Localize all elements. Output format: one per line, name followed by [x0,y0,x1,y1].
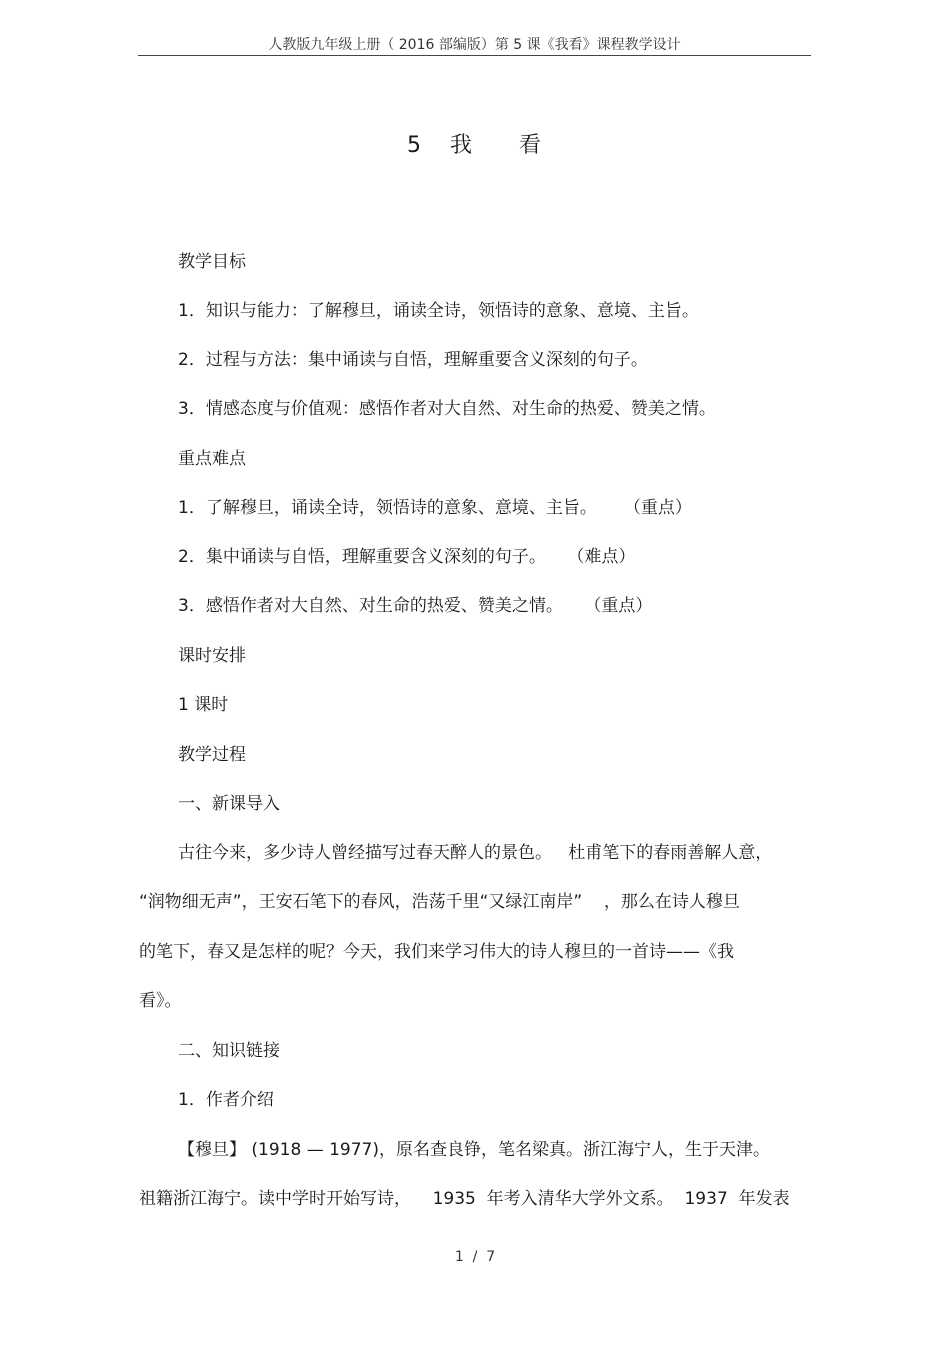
section-heading-process: 教学过程 [178,745,246,765]
paragraph-line: 古往今来，多少诗人曾经描写过春天醉人的景色。 杜甫笔下的春雨善解人意， [178,843,773,863]
process-part-title: 二、知识链接 [178,1041,280,1061]
page-number: 1 / 7 [454,1249,496,1265]
section-heading-schedule: 课时安排 [178,646,246,666]
paragraph-line: 祖籍浙江海宁。读中学时开始写诗， 1935 年考入清华大学外文系。 1937 年发表 [139,1189,790,1209]
process-part-title: 一、新课导入 [178,794,280,814]
page-header: 人教版九年级上册（ 2016 部编版）第 5 课《我看》课程教学设计 [268,37,681,53]
goal-item: 3．情感态度与价值观：感悟作者对大自然、对生命的热爱、赞美之情。 [178,399,716,419]
section-heading-key-points: 重点难点 [178,449,246,469]
lesson-title: 5 我 看 [407,133,543,158]
key-point-item: 2．集中诵读与自悟，理解重要含义深刻的句子。 （难点） [178,547,636,567]
paragraph-line: 的笔下，春又是怎样的呢？今天，我们来学习伟大的诗人穆旦的一首诗——《我 [139,942,734,962]
paragraph-line: 看》。 [139,991,182,1011]
header-divider [138,55,811,56]
process-subheading: 1．作者介绍 [178,1090,274,1110]
paragraph-line: “润物细无声”，王安石笔下的春风，浩荡千里“又绿江南岸” ，那么在诗人穆旦 [139,892,740,912]
paragraph-line: 【穆旦】 (1918 — 1977)，原名查良铮，笔名梁真。浙江海宁人，生于天津。 [178,1140,771,1160]
goal-item: 2．过程与方法：集中诵读与自悟，理解重要含义深刻的句子。 [178,350,648,370]
key-point-item: 1．了解穆旦，诵读全诗，领悟诗的意象、意境、主旨。 （重点） [178,498,692,518]
section-heading-goals: 教学目标 [178,252,246,272]
schedule-value: 1 课时 [178,695,229,715]
key-point-item: 3．感悟作者对大自然、对生命的热爱、赞美之情。 （重点） [178,596,653,616]
goal-item: 1．知识与能力：了解穆旦，诵读全诗，领悟诗的意象、意境、主旨。 [178,301,699,321]
